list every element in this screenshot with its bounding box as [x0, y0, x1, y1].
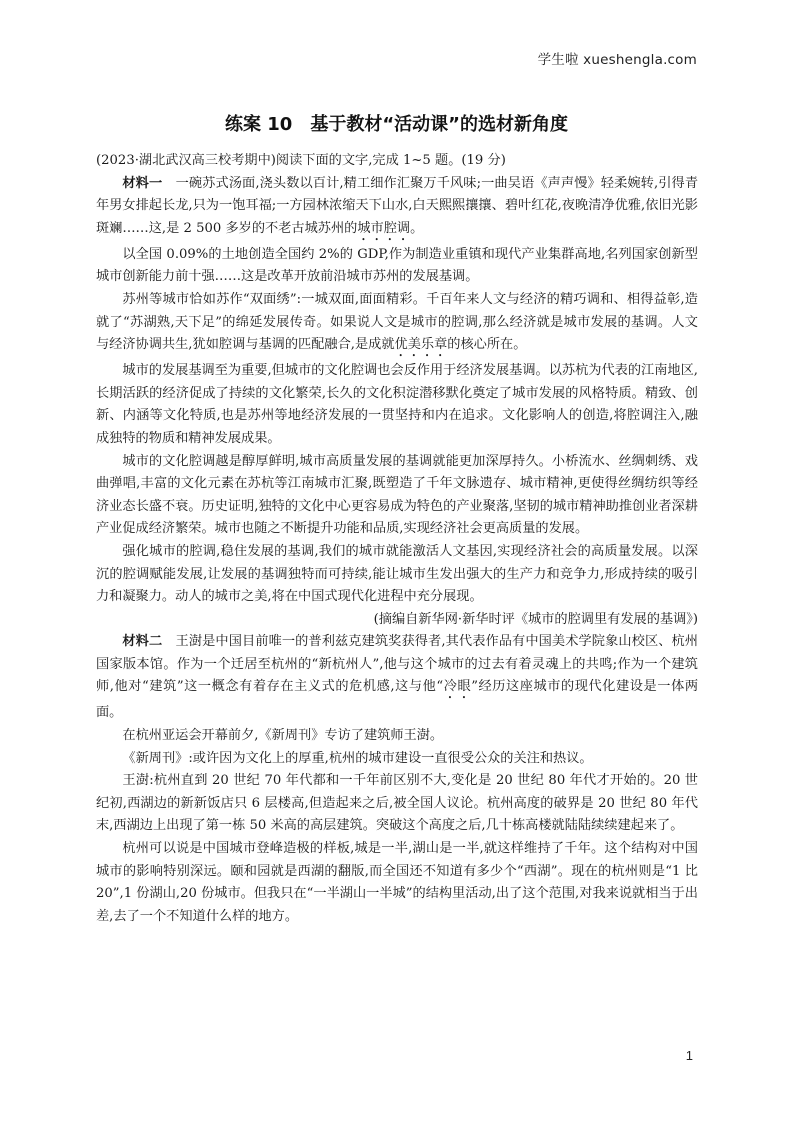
- material1-p1-text-b: 。: [410, 220, 424, 236]
- material1-p3-emphasis: 优美乐章: [394, 337, 448, 353]
- material2-paragraph-3: 《新周刊》:或许因为文化上的厚重,杭州的城市建设一直很受公众的关注和热议。: [122, 750, 593, 766]
- question-intro: (2023·湖北武汉高三校考期中)阅读下面的文字,完成 1~5 题。(19 分): [96, 153, 506, 168]
- material1-source: (摘编自新华网·新华时评《城市的腔调里有发展的基调》): [373, 611, 698, 627]
- material2-paragraph-2: 在杭州亚运会开幕前夕,《新周刊》专访了建筑师王澍。: [122, 728, 444, 744]
- material2-label: 材料二: [122, 634, 163, 650]
- material2-p1-emphasis: 冷眼: [443, 679, 472, 695]
- material1-paragraph-2: 以全国 0.09%的土地创造全国约 2%的 GDP,作为制造业重镇和现代产业集群高地,名列国家创新型城市创新能力前十强……这是改革开放前沿城市苏州的发展基调。: [96, 246, 698, 285]
- material1-paragraph-5: 城市的文化腔调越是醇厚鲜明,城市高质量发展的基调就能更加深厚持久。小桥流水、丝绸刺绣、戏曲弹唱,丰富的文化元素在苏杭等江南城市汇聚,既塑造了千年文脉遗存、城市精神,更使得丝绸纺织等经济业态长盛不衰。历史证明,独特的文化中心更容易成为特色的产业聚落,坚韧的城市精神助推创业者深耕产业促成经济繁荣。城市也随之不断提升功能和品质,实现经济社会更高质量的发展。: [96, 453, 698, 537]
- material1-paragraph-4: 城市的发展基调至为重要,但城市的文化腔调也会反作用于经济发展基调。以苏杭为代表的江南地区,长期活跃的经济促成了持续的文化繁荣,长久的文化积淀潜移默化奠定了城市发展的风格特质。精致、创新、内涵等文化特质,也是苏州等地经济发展的一贯坚持和内在追求。文化影响人的创造,将腔调注入,融成独特的物质和精神发展成果。: [96, 363, 698, 446]
- material1-p3-text-a: 苏州等城市恰如苏作“双面绣”:一城双面,面面精彩。千百年来人文与经济的精巧调和、相得益彰,造就了“苏湖熟,天下足”的绵延发展传奇。如果说人文是城市的腔调,那么经济就是城市发展的基调。人文与经济协调共生,犹如腔调与基调的匹配融合,是成就: [96, 291, 698, 353]
- material1-paragraph-1: [96, 173, 698, 244]
- document-body: [96, 150, 698, 928]
- material2-p1-text-b: ”经历这座城市的现代化建设是一体两面。: [96, 679, 699, 721]
- material1-paragraph-3: [96, 289, 698, 360]
- page-title: 练案 10 基于教材“活动课”的选材新角度: [225, 114, 568, 135]
- material2-paragraph-5: 杭州可以说是中国城市登峰造极的样板,城是一半,湖山是一半,就这样维持了千年。这个结构对中国城市的影响特别深远。颐和园就是西湖的翻版,而全国还不知道有多少个“西湖”。现在的杭州则是“1 比 20”,1 份湖山,20 份城市。但我只在“一半湖山一半城”的结构里活动,出了这个范围,对我来说就相当于出差,去了一个不知道什么样的地方。: [96, 841, 698, 924]
- material2-paragraph-1: [96, 631, 698, 725]
- material1-p3-text-b: 的核心所在。: [447, 337, 527, 353]
- material2-p1-text-a: 王澍是中国目前唯一的普利兹克建筑奖获得者,其代表作品有中国美术学院象山校区、杭州国家版本馆。作为一个迁居至杭州的“新杭州人”,他与这个城市的过去有着灵魂上的共鸣;作为一个建筑师,他对“建筑”这一概念有着存在主义式的危机感,这与他“: [96, 634, 698, 695]
- material1-p1-text-a: 一碗苏式汤面,浇头数以百计,精工细作汇聚万千风味;一曲吴语《声声慢》轻柔婉转,引得青年男女排起长龙,只为一饱耳福;一方园林浓缩天下山水,白天熙熙攘攘、碧叶红花,夜晚清净优雅,依旧光影斑斓……这,是 2 500 多岁的不老古城苏州的: [96, 175, 699, 236]
- material1-label: 材料一: [122, 175, 163, 191]
- material1-p1-emphasis: 城市腔调: [357, 220, 411, 236]
- material2-paragraph-4: 王澍:杭州直到 20 世纪 70 年代都和一千年前区别不大,变化是 20 世纪 80 年代才开始的。20 世纪初,西湖边的新新饭店只 6 层楼高,但造起来之后,被全国人议论。杭州高度的破界是 20 世纪 80 年代末,西湖边上出现了第一栋 50 米高的高层建筑。突破这个高度之后,几十栋高楼就陆陆续续建起来了。: [96, 773, 698, 834]
- site-watermark: 学生啦 xueshengla.com: [537, 52, 697, 68]
- material1-paragraph-6: 强化城市的腔调,稳住发展的基调,我们的城市就能激活人文基因,实现经济社会的高质量发展。以深沉的腔调赋能发展,让发展的基调独特而可持续,能让城市生发出强大的生产力和竞争力,形成持续的吸引力和凝聚力。动人的城市之美,将在中国式现代化进程中充分展现。: [96, 543, 698, 605]
- page-number: 1: [685, 1048, 693, 1063]
